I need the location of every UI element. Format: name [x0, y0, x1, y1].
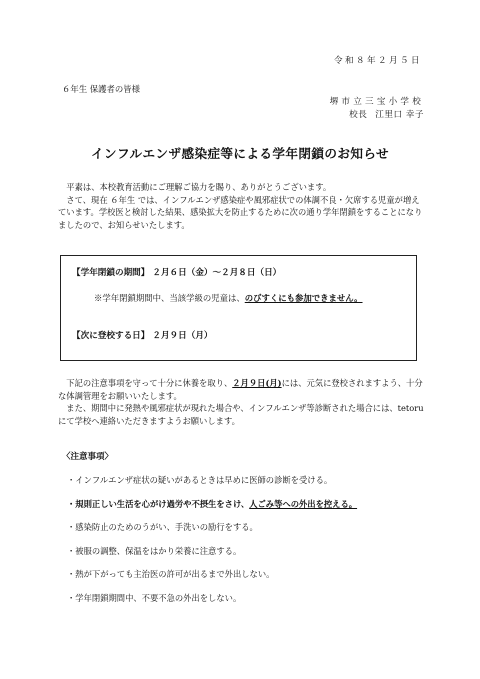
list-item: ・被服の調整、保温をはかり栄養に注意する。	[67, 545, 242, 556]
contact-paragraph: また、期間中に発熱や風邪症状が現れた場合や、インフルエンザ等診断された場合には、tetoruにて学校へ連絡いただきますようお願いします。	[58, 403, 424, 426]
next-school-day-label: 【次に登校する日】	[72, 331, 150, 341]
return-text-before: 下記の注意事項を守って十分に休養を取り、	[66, 378, 233, 388]
issue-date: 令和８年２月５日	[334, 56, 422, 66]
notes-item-2-emphasis: 人ごみ等への外出を控える。	[249, 498, 358, 509]
intro-paragraph	[58, 181, 424, 231]
next-school-day	[72, 332, 213, 341]
notes-item-2-text: ・規則正しい生活を心がけ過労や不摂生をさけ、	[67, 498, 250, 509]
principal-title: 校長	[349, 110, 368, 120]
principal-name: 江里口 幸子	[375, 110, 424, 120]
addressee: ６年生 保護者の皆様	[62, 84, 141, 94]
school-name: 堺市立三宝小学校	[329, 97, 424, 107]
list-item: ・感染防止のためのうがい、手洗いの励行をする。	[67, 522, 258, 532]
return-date: ２月９日(月)	[232, 378, 282, 388]
closure-note-emphasis: のびすくにも参加できません。	[244, 293, 363, 303]
closure-period	[72, 269, 281, 278]
list-item: ・学年閉鎖期間中、不要不急の外出をしない。	[67, 592, 242, 603]
closure-period-value: ２月６日（金）～２月８日（日）	[152, 268, 282, 278]
closure-period-label: 【学年閉鎖の期間】	[72, 268, 150, 278]
notes-list	[67, 476, 357, 617]
closure-note	[94, 294, 363, 302]
closure-note-text: ※学年閉鎖期間中、当該学級の児童は、	[94, 293, 245, 303]
list-item: ・インフルエンザ症状の疑いがあるときは早めに医師の診断を受ける。	[67, 475, 333, 485]
principal-signature	[349, 111, 424, 120]
next-school-day-value: ２月９日（月）	[152, 331, 213, 341]
intro-line-1: 平素は、本校教育活動にご理解ご協力を賜り、ありがとうございます。	[66, 182, 332, 192]
list-item: ・熱が下がっても主治医の許可が出るまで外出しない。	[67, 569, 275, 579]
closure-info-box	[60, 255, 417, 361]
list-item	[67, 500, 357, 524]
return-text-after: には、元気に登校されますよう、十分な体調管理をお願いいたします。	[58, 378, 423, 401]
intro-line-2: さて、現在 ６年生 では、インフルエンザ感染症や風邪症状での体調不良・欠席する児童が増えています。学校医と検討した結果、感染拡大を防止するために次の通り学年閉鎖をすることになりましたので、お知らせいたします。	[58, 194, 423, 230]
notice-title: インフルエンザ感染症等による学年閉鎖のお知らせ	[91, 146, 389, 161]
notes-heading: 〈注意事項〉	[62, 452, 114, 462]
return-paragraph	[58, 377, 424, 402]
